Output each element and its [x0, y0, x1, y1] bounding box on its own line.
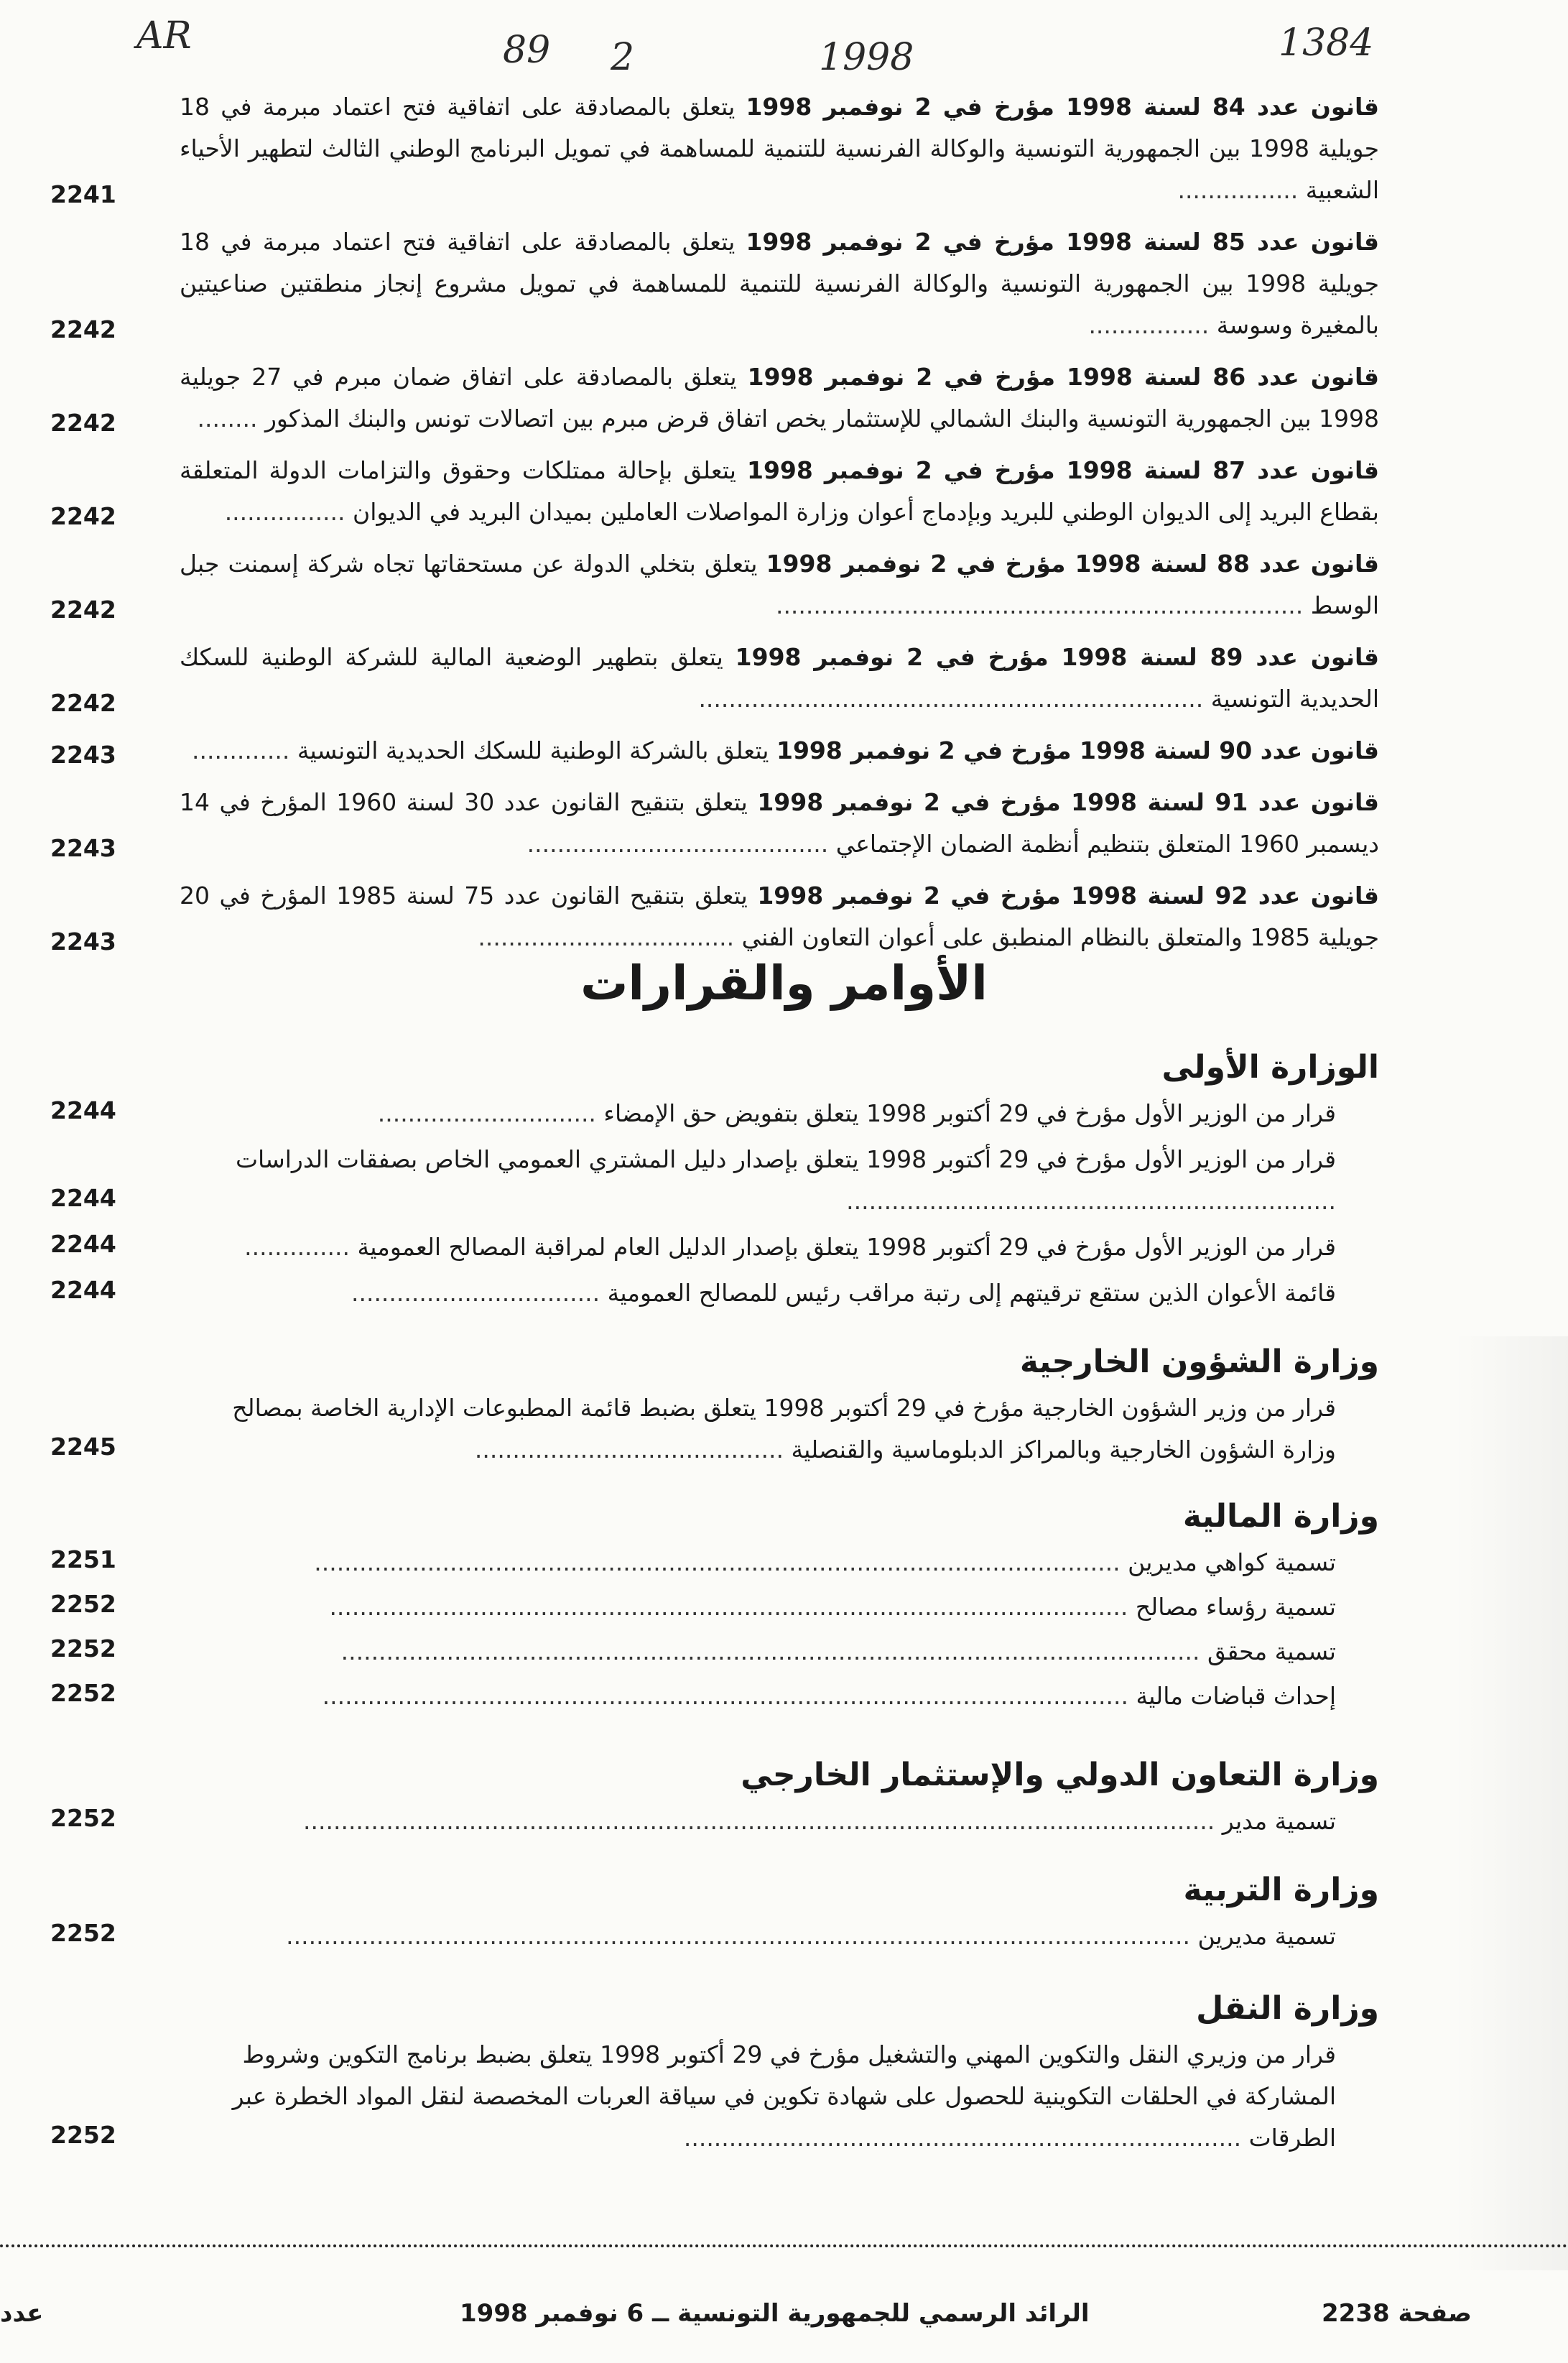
page-number: 2242	[50, 596, 116, 624]
handwritten-note: 1998	[819, 36, 914, 79]
law-text: يتعلق بالمصادقة على اتفاقية فتح اعتماد مبرمة في 18 جويلية 1998 بين الجمهورية التونسية والوكالة الفرنسية للتنمية للمساهمة في تمويل البرنامج الوطني الثالث لتطهير الأحياء الشعبية	[180, 93, 1379, 204]
law-label: قانون عدد 85 لسنة 1998 مؤرخ في 2 نوفمبر 1998	[746, 228, 1379, 256]
handwritten-note: 89	[503, 29, 551, 72]
page-number: 2242	[50, 315, 116, 343]
section-finance	[50, 1498, 1379, 1717]
list-item: قرار من الوزير الأول مؤرخ في 29 أكتوبر 1998 يتعلق بإصدار الدليل العام لمراقبة المصالح العمومية .............. 2244	[50, 1226, 1379, 1268]
page-number: 2252	[50, 1634, 116, 1663]
page-number: 2245	[50, 1433, 116, 1461]
footer-issue-label: عدد	[0, 2299, 44, 2328]
law-label: قانون عدد 88 لسنة 1998 مؤرخ في 2 نوفمبر 1998	[766, 550, 1379, 578]
law-entry: قانون عدد 92 لسنة 1998 مؤرخ في 2 نوفمبر 1998 يتعلق بتنقيح القانون عدد 75 لسنة 1985 المؤرخ في 20 جويلية 1985 والمتعلق بالنظام المنطبق على أعوان التعاون الفني .................................. 2243	[50, 882, 1380, 956]
page-number: 2242	[50, 409, 116, 437]
law-entry: قانون عدد 84 لسنة 1998 مؤرخ في 2 نوفمبر 1998 يتعلق بالمصادقة على اتفاقية فتح اعتماد مبرمة في 18 جويلية 1998 بين الجمهورية التونسية والوكالة الفرنسية للتنمية للمساهمة في تمويل البرنامج الوطني الثالث لتطهير الأحياء الشعبية ................ 2241	[50, 93, 1379, 208]
footer-page-number: صفحة 2238	[1322, 2299, 1472, 2328]
law-entry: قانون عدد 90 لسنة 1998 مؤرخ في 2 نوفمبر 1998 يتعلق بالشركة الوطنية للسكك الحديدية التونسية ............. 2243	[50, 736, 1379, 769]
section-heading: وزارة المالية	[1182, 1498, 1379, 1535]
list-item: تسمية مدير ......................................................................................................................... 2252	[50, 1800, 1379, 1842]
law-label: قانون عدد 89 لسنة 1998 مؤرخ في 2 نوفمبر 1998	[735, 643, 1379, 671]
section-prime-ministry	[50, 1049, 1379, 1314]
page-number: 2252	[50, 1590, 116, 1618]
law-entry: قانون عدد 85 لسنة 1998 مؤرخ في 2 نوفمبر 1998 يتعلق بالمصادقة على اتفاقية فتح اعتماد مبرمة في 18 جويلية 1998 بين الجمهورية التونسية والوكالة الفرنسية للتنمية للمساهمة في تمويل مشروع إنجاز منطقتين صناعيتين بالمغيرة وسوسة ................ 2242	[50, 228, 1379, 343]
section-international-cooperation	[50, 1757, 1379, 1842]
handwritten-note: 2	[611, 36, 635, 79]
law-text: يتعلق بتنقيح القانون عدد 75 لسنة 1985 المؤرخ في 20 جويلية 1985 والمتعلق بالنظام المنطبق على أعوان التعاون الفني	[180, 882, 1379, 951]
law-text: يتعلق بالمصادقة على اتفاقية فتح اعتماد مبرمة في 18 جويلية 1998 بين الجمهورية التونسية والوكالة الفرنسية للتنمية للمساهمة في تمويل مشروع إنجاز منطقتين صناعيتين بالمغيرة وسوسة	[180, 228, 1379, 339]
page-number: 2241	[50, 180, 116, 208]
law-text: يتعلق بتطهير الوضعية المالية للشركة الوطنية للسكك الحديدية التونسية	[180, 643, 1379, 713]
footer-divider	[0, 2244, 1568, 2247]
page-footer	[0, 2299, 1568, 2342]
section-heading: وزارة النقل	[1196, 1990, 1379, 2027]
section-education	[50, 1872, 1379, 1957]
handwritten-annotations	[0, 14, 1568, 79]
scan-shadow	[1453, 1336, 1568, 2270]
page-number: 2244	[50, 1184, 116, 1212]
list-item: قرار من الوزير الأول مؤرخ في 29 أكتوبر 1998 يتعلق بتفويض حق الإمضاء ............................. 2244	[50, 1093, 1379, 1134]
law-entry: قانون عدد 86 لسنة 1998 مؤرخ في 2 نوفمبر 1998 يتعلق بالمصادقة على اتفاق ضمان مبرم في 27 جويلية 1998 بين الجمهورية التونسية والبنك الشمالي للإستثمار يخص اتفاق قرض مبرم بين اتصالات تونس والبنك المذكور ........ 2242	[50, 363, 1379, 437]
page-number: 2244	[50, 1096, 116, 1124]
law-entry: قانون عدد 91 لسنة 1998 مؤرخ في 2 نوفمبر 1998 يتعلق بتنقيح القانون عدد 30 لسنة 1960 المؤرخ في 14 ديسمبر 1960 المتعلق بتنظيم أنظمة الضمان الإجتماعي ........................................ 2243	[50, 788, 1380, 862]
page-number: 2244	[50, 1276, 116, 1304]
page-number: 2252	[50, 1804, 116, 1832]
page-number: 2252	[50, 1919, 116, 1947]
section-foreign-affairs	[50, 1344, 1379, 1471]
list-item: قرار من وزير الشؤون الخارجية مؤرخ في 29 أكتوبر 1998 يتعلق بضبط قائمة المطبوعات الإدارية الخاصة بمصالح وزارة الشؤون الخارجية وبالمراكز الدبلوماسية والقنصلية ......................................... 2245	[50, 1387, 1379, 1471]
law-text: يتعلق بالمصادقة على اتفاق ضمان مبرم في 27 جويلية 1998 بين الجمهورية التونسية والبنك الشمالي للإستثمار يخص اتفاق قرض مبرم بين اتصالات تونس والبنك المذكور	[180, 363, 1379, 433]
law-entry: قانون عدد 88 لسنة 1998 مؤرخ في 2 نوفمبر 1998 يتعلق بتخلي الدولة عن مستحقاتها تجاه شركة إسمنت جبل الوسط ...................................................................... 2242	[50, 550, 1379, 624]
section-heading: وزارة التعاون الدولي والإستثمار الخارجي	[741, 1757, 1379, 1793]
page-number: 2252	[50, 1679, 116, 1707]
list-item: إحداث قباضات مالية ........................................................................................................... 2252	[50, 1675, 1379, 1717]
list-item: تسمية كواهي مديرين ........................................................................................................... 2251	[50, 1542, 1379, 1583]
handwritten-note: AR	[136, 14, 192, 57]
list-item: قرار من الوزير الأول مؤرخ في 29 أكتوبر 1998 يتعلق بإصدار دليل المشتري العمومي الخاص بصفقات الدراسات ................................................................. 2244	[50, 1139, 1379, 1222]
list-item: تسمية رؤساء مصالح .......................................................................................................... 2252	[50, 1586, 1379, 1628]
page-number: 2244	[50, 1230, 116, 1258]
law-label: قانون عدد 92 لسنة 1998 مؤرخ في 2 نوفمبر 1998	[757, 882, 1380, 910]
list-item: تسمية محقق .................................................................................................................. 2252	[50, 1631, 1379, 1673]
list-item: قرار من وزيري النقل والتكوين المهني والتشغيل مؤرخ في 29 أكتوبر 1998 يتعلق بضبط برنامج التكوين وشروط المشاركة في الحلقات التكوينية للحصول على شهادة تكوين في سياقة العربات المخصصة لنقل المواد الخطرة عبر الطرقات .......................................................................... 2252	[50, 2034, 1379, 2159]
handwritten-note: 1384	[1279, 22, 1374, 65]
list-item: تسمية مديرين ........................................................................................................................ 2252	[50, 1915, 1379, 1957]
laws-list	[50, 86, 1379, 968]
law-label: قانون عدد 86 لسنة 1998 مؤرخ في 2 نوفمبر 1998	[747, 363, 1379, 391]
law-label: قانون عدد 84 لسنة 1998 مؤرخ في 2 نوفمبر 1998	[746, 93, 1379, 121]
law-entry: قانون عدد 87 لسنة 1998 مؤرخ في 2 نوفمبر 1998 يتعلق بإحالة ممتلكات وحقوق والتزامات الدولة المتعلقة بقطاع البريد إلى الديوان الوطني للبريد وبإدماج أعوان وزارة المواصلات العاملين بميدان البريد في الديوان ................ 2242	[50, 456, 1380, 530]
page-number: 2251	[50, 1545, 116, 1573]
law-entry: قانون عدد 89 لسنة 1998 مؤرخ في 2 نوفمبر 1998 يتعلق بتطهير الوضعية المالية للشركة الوطنية للسكك الحديدية التونسية ................................................................... 2242	[50, 643, 1379, 717]
section-transport	[50, 1990, 1379, 2159]
law-text: يتعلق بتخلي الدولة عن مستحقاتها تجاه شركة إسمنت جبل الوسط	[180, 550, 1379, 619]
page-number: 2243	[50, 741, 116, 769]
law-label: قانون عدد 90 لسنة 1998 مؤرخ في 2 نوفمبر 1998	[776, 736, 1379, 764]
section-heading: وزارة التربية	[1183, 1872, 1379, 1908]
section-heading: وزارة الشؤون الخارجية	[1019, 1344, 1379, 1380]
law-text: يتعلق بالشركة الوطنية للسكك الحديدية التونسية	[297, 736, 769, 764]
law-label: قانون عدد 91 لسنة 1998 مؤرخ في 2 نوفمبر 1998	[757, 788, 1380, 816]
main-title: الأوامر والقرارات	[580, 956, 988, 1011]
page-number: 2243	[50, 928, 116, 956]
list-item: قائمة الأعوان الذين ستقع ترقيتهم إلى رتبة مراقب رئيس للمصالح العمومية ................................. 2244	[50, 1272, 1379, 1314]
law-label: قانون عدد 87 لسنة 1998 مؤرخ في 2 نوفمبر 1998	[746, 456, 1380, 484]
page-number: 2242	[50, 689, 116, 717]
law-text: يتعلق بتنقيح القانون عدد 30 لسنة 1960 المؤرخ في 14 ديسمبر 1960 المتعلق بتنظيم أنظمة الضمان الإجتماعي	[180, 788, 1379, 858]
page-number: 2252	[50, 2121, 116, 2149]
page-number: 2242	[50, 502, 116, 530]
footer-publication: الرائد الرسمي للجمهورية التونسية ــ 6 نوفمبر 1998	[460, 2299, 1090, 2328]
section-heading: الوزارة الأولى	[1161, 1049, 1379, 1086]
page-number: 2243	[50, 834, 116, 862]
law-text: يتعلق بإحالة ممتلكات وحقوق والتزامات الدولة المتعلقة بقطاع البريد إلى الديوان الوطني للبريد وبإدماج أعوان وزارة المواصلات العاملين بميدان البريد في الديوان	[180, 456, 1379, 526]
